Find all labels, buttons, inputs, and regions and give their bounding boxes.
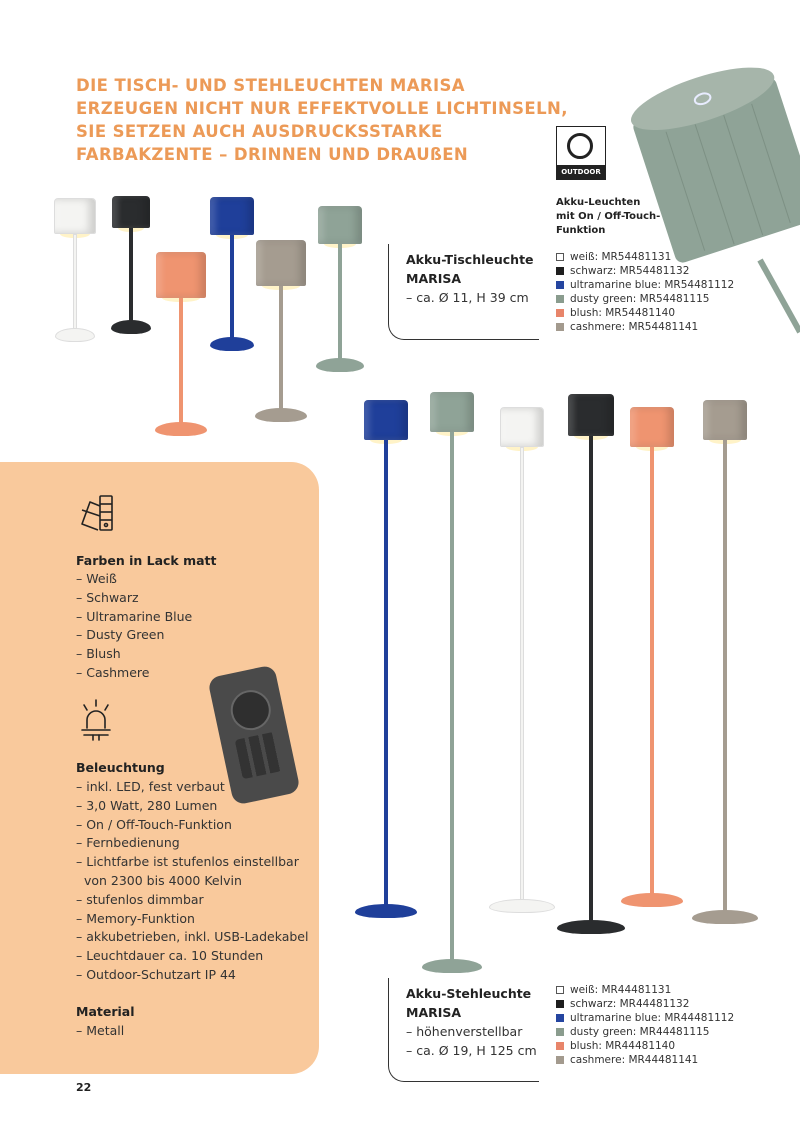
table-lamp-black-base	[111, 320, 151, 334]
floor-lamp-variants	[556, 983, 734, 1067]
lighting-item: – Lichtfarbe ist stufenlos einstellbar	[76, 854, 299, 870]
touch-caption-line: Akku-Leuchten	[556, 197, 641, 208]
hero-lamp-stem	[760, 260, 800, 332]
variant-item	[556, 264, 734, 278]
variant-item	[556, 320, 734, 334]
color-swatch-icon	[76, 492, 120, 536]
floor-lamp-cashmere-stem	[723, 440, 727, 916]
lighting-item: – 3,0 Watt, 280 Lumen	[76, 797, 218, 813]
floor-lamp-dimensions: – ca. Ø 19, H 125 cm	[406, 1043, 537, 1058]
lighting-item: – akkubetrieben, inkl. USB-Ladekabel	[76, 929, 309, 945]
table-lamp-green-stem	[338, 244, 342, 364]
weather-icon	[567, 133, 593, 159]
lighting-item: – Leuchtdauer ca. 10 Stunden	[76, 948, 264, 964]
lighting-item: – Outdoor-Schutzart IP 44	[76, 966, 236, 982]
color-item: – Cashmere	[76, 664, 150, 680]
lighting-item: – stufenlos dimmbar	[76, 891, 204, 907]
floor-lamp-black-base	[557, 920, 625, 934]
variant-item	[556, 306, 734, 320]
color-item: – Blush	[76, 646, 121, 662]
floor-lamp-cashmere-base	[692, 910, 758, 924]
color-swatch	[556, 1000, 564, 1008]
variant-item	[556, 997, 734, 1011]
table-lamp-title-line: Akku-Tischleuchte	[406, 252, 534, 267]
variant-item	[556, 278, 734, 292]
touch-caption-line: mit On / Off-Touch-	[556, 211, 661, 222]
variant-item	[556, 983, 734, 997]
variant-item	[556, 1053, 734, 1067]
color-swatch	[556, 281, 564, 289]
color-swatch	[556, 1056, 564, 1064]
remote-dial	[227, 686, 274, 733]
table-lamp-title-line: MARISA	[406, 271, 462, 286]
lighting-item: – On / Off-Touch-Funktion	[76, 816, 232, 832]
variant-label: schwarz: MR44481132	[570, 998, 690, 1010]
colors-list	[76, 570, 192, 683]
floor-lamp-green-stem	[450, 432, 454, 965]
floor-lamp-black-stem	[589, 436, 593, 926]
color-swatch	[556, 1042, 564, 1050]
light-bulb-icon	[76, 698, 116, 742]
table-lamp-green-shade	[318, 206, 362, 244]
table-lamp-blush-base	[155, 422, 207, 436]
lighting-item: – Memory-Funktion	[76, 910, 195, 926]
table-lamp-white-stem	[73, 234, 77, 334]
table-lamp-dimensions: – ca. Ø 11, H 39 cm	[406, 290, 529, 305]
table-lamp-info	[406, 288, 529, 307]
variant-item	[556, 292, 734, 306]
variant-label: cashmere: MR44481141	[570, 1054, 699, 1066]
color-swatch	[556, 253, 564, 261]
color-swatch	[556, 323, 564, 331]
page-number: 22	[76, 1081, 92, 1094]
color-swatch	[556, 295, 564, 303]
touch-caption	[556, 196, 660, 238]
floor-lamp-blue-stem	[384, 440, 388, 910]
floor-lamp-adjustable: – höhenverstellbar	[406, 1024, 523, 1039]
variant-item	[556, 1039, 734, 1053]
headline-line: SIE SETZEN AUCH AUSDRUCKSSTARKE	[76, 122, 443, 141]
color-swatch	[556, 309, 564, 317]
lighting-list	[76, 778, 308, 985]
table-lamp-green-base	[316, 358, 364, 372]
variant-label: blush: MR54481140	[570, 307, 676, 319]
color-swatch	[556, 1028, 564, 1036]
colors-heading: Farben in Lack matt	[76, 553, 217, 568]
lighting-heading: Beleuchtung	[76, 760, 165, 775]
floor-lamp-blush-base	[621, 893, 683, 907]
touch-caption-line: Funktion	[556, 225, 606, 236]
lighting-item: – inkl. LED, fest verbaut	[76, 779, 225, 794]
variant-label: schwarz: MR54481132	[570, 265, 690, 277]
lighting-item: – Fernbedienung	[76, 835, 180, 851]
outdoor-badge	[556, 126, 606, 180]
floor-lamp-white-base	[489, 899, 555, 913]
floor-lamp-white-shade	[500, 407, 544, 447]
variant-label: dusty green: MR44481115	[570, 1026, 710, 1038]
variant-label: cashmere: MR54481141	[570, 321, 699, 333]
table-lamp-cashmere-shade	[256, 240, 306, 286]
variant-label: weiß: MR54481131	[570, 251, 672, 263]
floor-lamp-green-shade	[430, 392, 474, 432]
floor-lamp-title-line: Akku-Stehleuchte	[406, 986, 532, 1001]
headline-line: DIE TISCH- UND STEHLEUCHTEN MARISA	[76, 76, 465, 95]
color-item: – Schwarz	[76, 589, 139, 605]
floor-lamp-title-line: MARISA	[406, 1005, 462, 1020]
table-lamp-blush-shade	[156, 252, 206, 298]
table-lamp-blush-stem	[179, 298, 183, 428]
variant-label: weiß: MR44481131	[570, 984, 672, 996]
variant-item	[556, 250, 734, 264]
variant-item	[556, 1011, 734, 1025]
remote-buttons	[235, 732, 282, 779]
variant-item	[556, 1025, 734, 1039]
variant-label: dusty green: MR54481115	[570, 293, 710, 305]
headline-line: FARBAKZENTE – DRINNEN UND DRAUßEN	[76, 145, 469, 164]
variant-label: ultramarine blue: MR54481112	[570, 279, 735, 291]
color-swatch	[556, 986, 564, 994]
floor-lamp-black-shade	[568, 394, 614, 436]
variant-label: ultramarine blue: MR44481112	[570, 1012, 735, 1024]
floor-lamp-blue-shade	[364, 400, 408, 440]
outdoor-badge-label: OUTDOOR	[557, 165, 605, 179]
table-lamp-cashmere-base	[255, 408, 307, 422]
color-item: – Weiß	[76, 571, 117, 586]
headline-line: ERZEUGEN NICHT NUR EFFEKTVOLLE LICHTINSELN,	[76, 99, 568, 118]
color-item: – Dusty Green	[76, 627, 165, 643]
material-item: – Metall	[76, 1023, 125, 1038]
material-heading: Material	[76, 1004, 135, 1019]
lighting-item: von 2300 bis 4000 Kelvin	[76, 872, 242, 888]
floor-lamp-cashmere-shade	[703, 400, 747, 440]
table-lamp-black-shade	[112, 196, 150, 228]
floor-lamp-white-stem	[520, 447, 524, 905]
table-lamp-blue-base	[210, 337, 254, 351]
floor-lamp-blush-stem	[650, 447, 654, 899]
material-list	[76, 1022, 124, 1041]
color-swatch	[556, 267, 564, 275]
headline	[76, 74, 616, 166]
table-lamp-blue-shade	[210, 197, 254, 235]
floor-lamp-title	[406, 984, 531, 1022]
floor-lamp-blue-base	[355, 904, 417, 918]
table-lamp-blue-stem	[230, 235, 234, 343]
table-lamp-black-stem	[129, 228, 133, 326]
color-swatch	[556, 1014, 564, 1022]
table-lamp-title	[406, 250, 534, 288]
floor-lamp-info	[406, 1022, 537, 1060]
floor-lamp-green-base	[422, 959, 482, 973]
table-lamp-white-shade	[54, 198, 96, 234]
variant-label: blush: MR44481140	[570, 1040, 676, 1052]
table-lamp-cashmere-stem	[279, 286, 283, 414]
floor-lamp-blush-shade	[630, 407, 674, 447]
table-lamp-variants	[556, 250, 734, 334]
color-item: – Ultramarine Blue	[76, 608, 193, 624]
table-lamp-white-base	[55, 328, 95, 342]
